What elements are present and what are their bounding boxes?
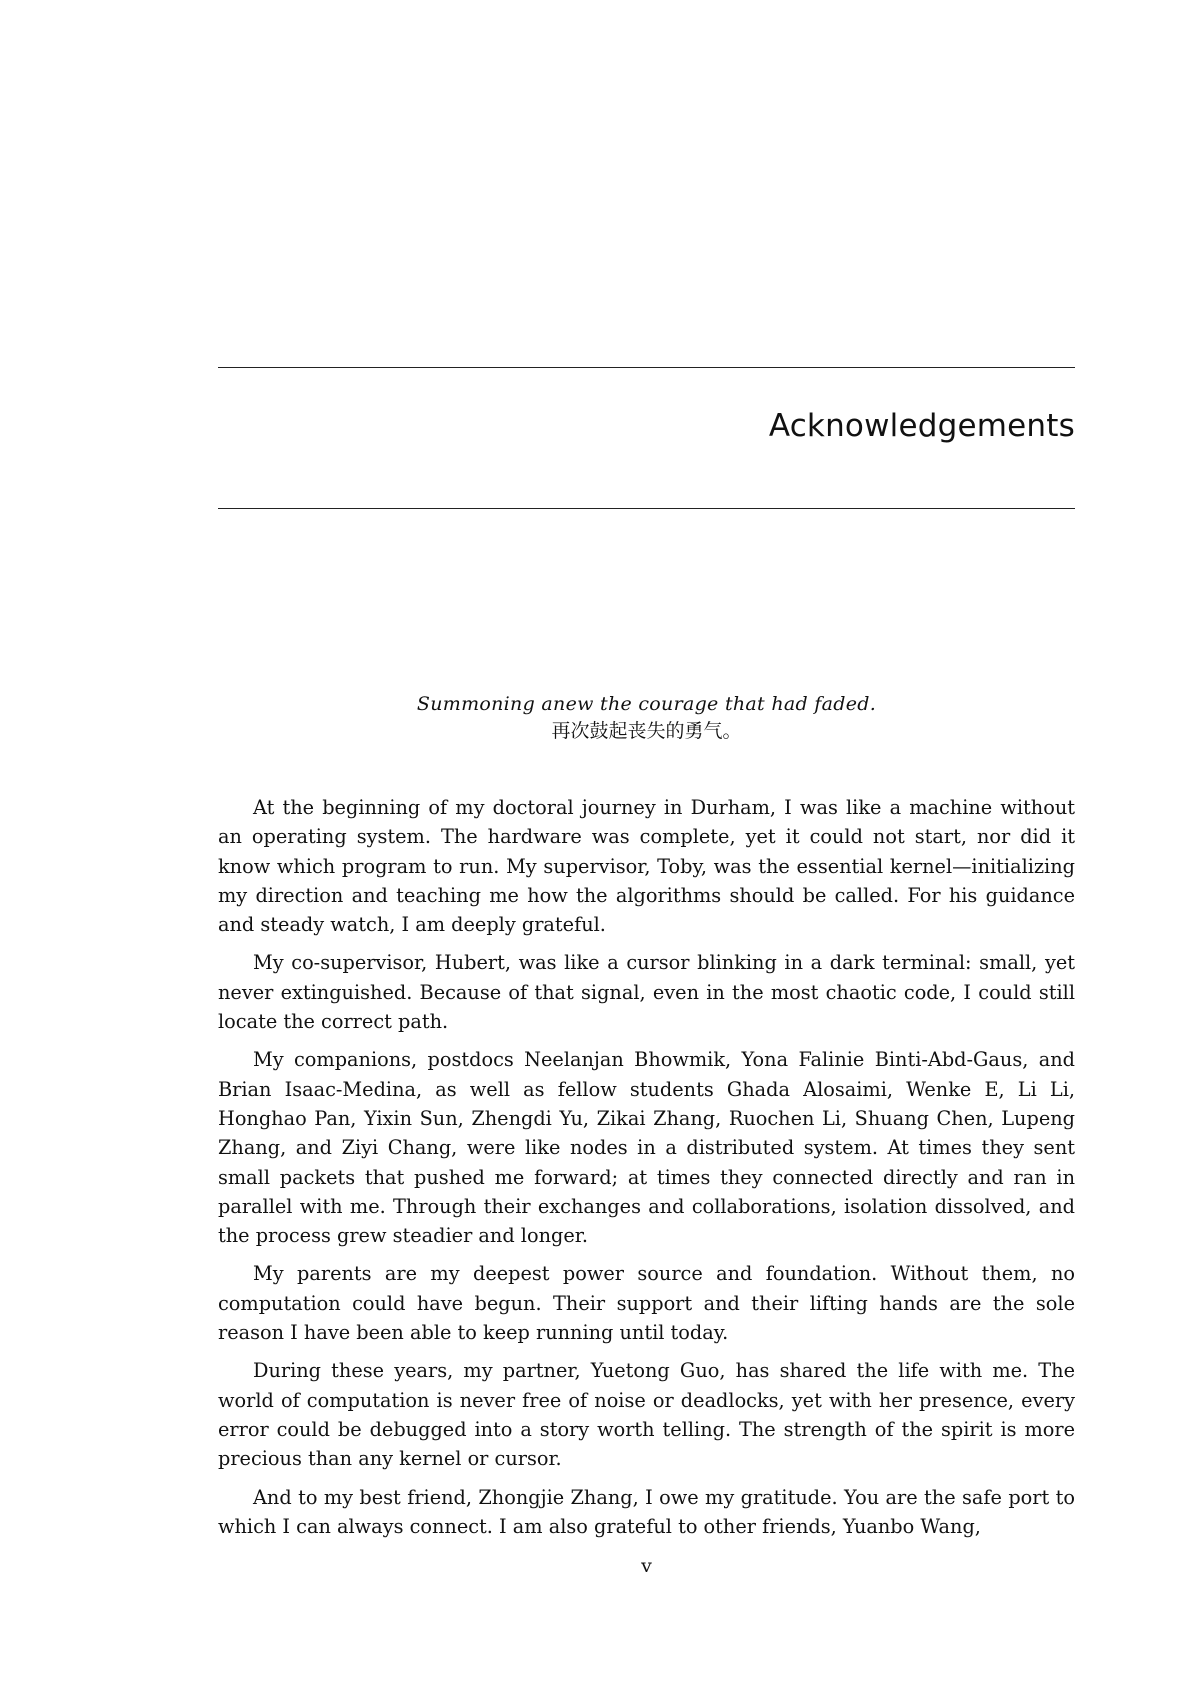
paragraph: My parents are my deepest power source and foundation. Without them, no computation could have begun. Their support and their lifting hands are the sole reason I have been able to keep running until today. (218, 1262, 1075, 1345)
paragraph: At the beginning of my doctoral journey in Durham, I was like a machine without an operating system. The hardware was complete, yet it could not start, nor did it know which program to run. My supervisor, Toby, was the essential kernel—initializing my direction and teaching me how the algorithms should be called. For his guidance and steady watch, I am deeply grateful. (218, 796, 1075, 937)
chapter-title: Acknowledgements (768, 408, 1075, 444)
epigraph-chinese: 再次鼓起丧失的勇气。 (551, 720, 742, 742)
paragraph: My companions, postdocs Neelanjan Bhowmik, Yona Falinie Binti-Abd-Gaus, and Brian Isaac-Medina, as well as fellow students Ghada Alosaimi, Wenke E, Li Li, Honghao Pan, Yixin Sun, Zhengdi Yu, Zikai Zhang, Ruochen Li, Shuang Chen, Lupeng Zhang, and Ziyi Chang, were like nodes in a distributed system. At times they sent small packets that pushed me forward; at times they connected directly and ran in parallel with me. Through their exchanges and collaborations, isolation dissolved, and the process grew steadier and longer. (218, 1048, 1075, 1248)
paragraph: My co-supervisor, Hubert, was like a cursor blinking in a dark terminal: small, yet never extinguished. Because of that signal, even in the most chaotic code, I could still locate the correct path. (218, 951, 1075, 1034)
paragraph: And to my best friend, Zhongjie Zhang, I owe my gratitude. You are the safe port to which I can always connect. I am also grateful to other friends, Yuanbo Wang, (218, 1485, 1075, 1538)
paragraph: During these years, my partner, Yuetong Guo, has shared the life with me. The world of computation is never free of noise or deadlocks, yet with her presence, every error could be debugged into a story worth telling. The strength of the spirit is more precious than any kernel or cursor. (218, 1359, 1075, 1471)
page-number: v (641, 1555, 652, 1577)
title-top-rule (218, 367, 1075, 368)
epigraph (218, 691, 1075, 745)
epigraph-english: Summoning anew the courage that had faded. (416, 693, 877, 715)
acknowledgements-body (218, 793, 1075, 1550)
title-bottom-rule (218, 508, 1075, 509)
